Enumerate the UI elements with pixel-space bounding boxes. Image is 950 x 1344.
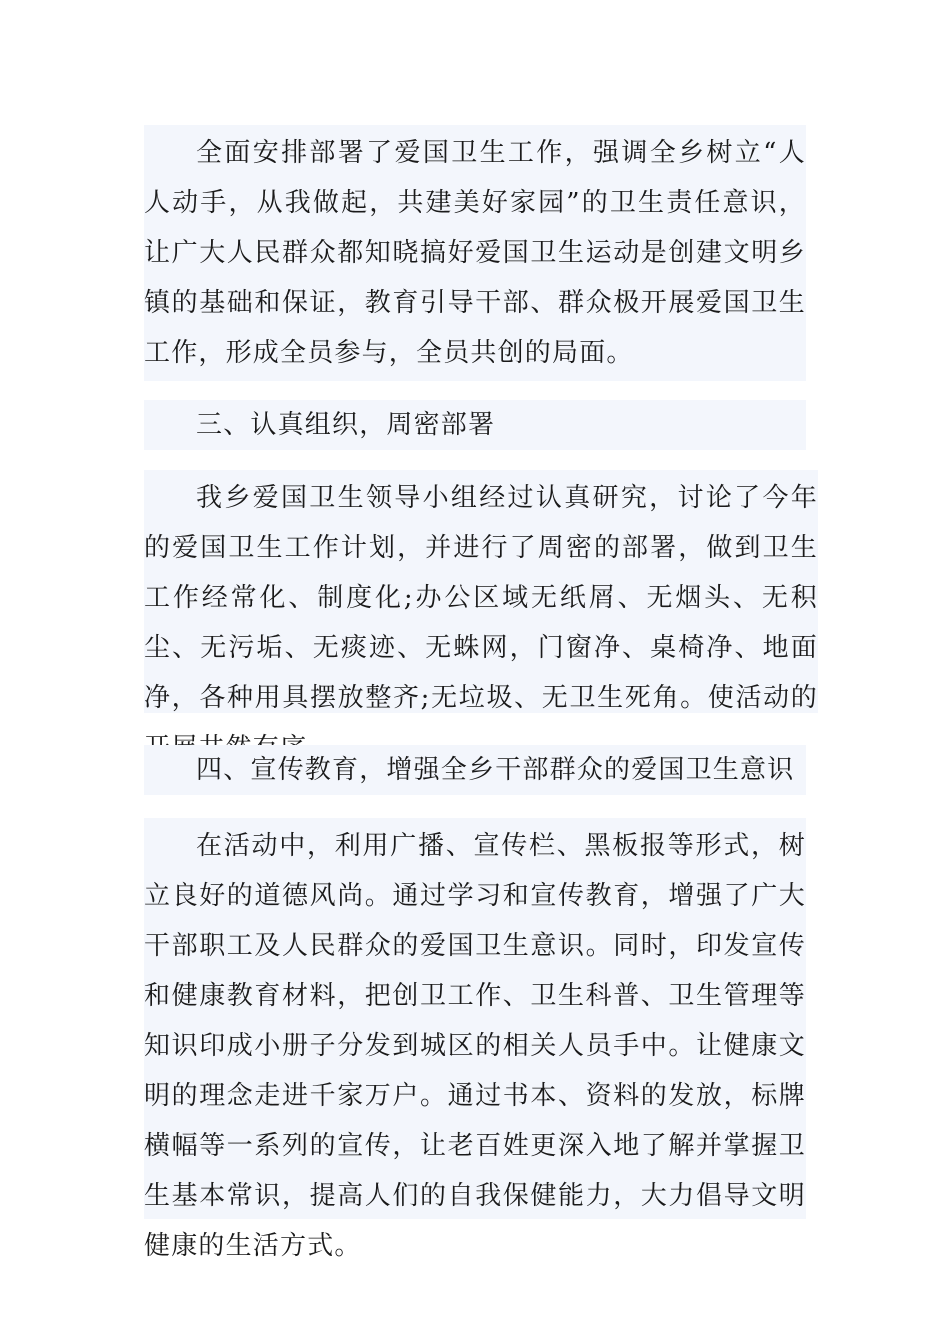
heading-block-4: [144, 745, 806, 795]
paragraph-block-2: [144, 470, 818, 713]
paragraph-2: 我乡爱国卫生领导小组经过认真研究，讨论了今年的爱国卫生工作计划，并进行了周密的部署，做到卫生工作经常化、制度化;办公区域无纸屑、无烟头、无积尘、无污垢、无痰迹、无蛛网，门窗净、桌椅净、地面净，各种用具摆放整齐;无垃圾、无卫生死角。使活动的: [144, 483, 818, 713]
section-heading-4: 四、宣传教育，增强全乡干部群众的爱国卫生意识: [196, 755, 795, 785]
paragraph-3: 在活动中，利用广播、宣传栏、黑板报等形式，树立良好的道德风尚。通过学习和宣传教育，增强了广大干部职工及人民群众的爱国卫生意识。同时，印发宣传和健康教育材料，把创卫工作、卫生科普、卫生管理等知识印成小册子分发到城区的相关人员手中。让健康文明的理念走进千家万户。通过书本、资料的发放，标牌横幅等一系列的宣传，让老百姓更深入地了解并掌握卫生基本常识，提高人们的自我保健能力，大力倡导文明健康的生活方式。: [144, 831, 806, 1261]
paragraph-1: 全面安排部署了爱国卫生工作，强调全乡树立“人人动手，从我做起，共建美好家园”的卫生责任意识，让广大人民群众都知晓搞好爱国卫生运动是创建文明乡镇的基础和保证，教育引导干部、群众极开展爱国卫生工作，形成全员参与，全员共创的局面。: [144, 138, 806, 368]
paragraph-block-3: [144, 818, 806, 1261]
section-heading-3: 三、认真组织，周密部署: [196, 410, 496, 440]
paragraph-block-1: [144, 125, 806, 381]
heading-block-3: [144, 400, 806, 450]
